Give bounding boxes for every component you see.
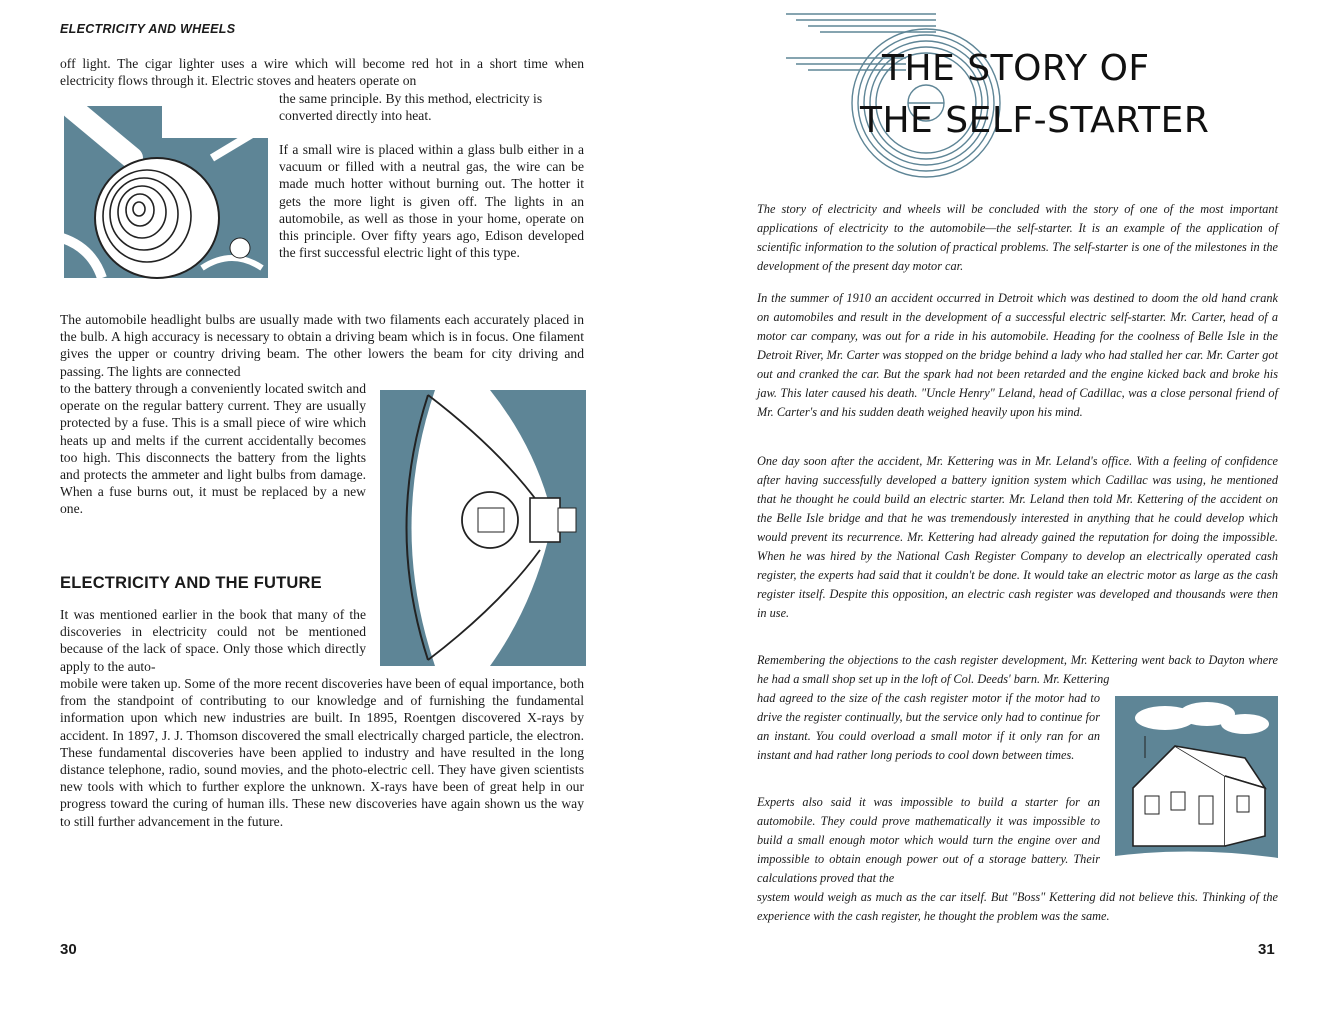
paragraph-headlight: The automobile headlight bulbs are usually made with two filaments each accurately placed in the bulb. A high accuracy is necessary to obtain a driving beam which is in focus. One filament gives the upper or country driving beam. The other lowers the beam for city driving and passing. The lights are connected	[60, 312, 584, 379]
paragraph-motor: had agreed to the size of the cash register motor if the motor had to drive the register continually, but the service only had to continue for an instant. You could overload a small motor if it only ran for an instant and had rather long periods to cool down between times.	[757, 691, 1100, 762]
running-head: ELECTRICITY AND WHEELS	[60, 22, 236, 36]
page-number: 30	[60, 941, 77, 958]
paragraph-dayton: Remembering the objections to the cash register development, Mr. Kettering went back to Dayton where he had a small shop set up in the loft of Col. Deeds' barn. Mr. Kettering	[757, 653, 1278, 686]
paragraph-kettering: One day soon after the accident, Mr. Kettering was in Mr. Leland's office. With a feeling of confidence after having successfully developed a battery ignition system which Cadillac was using, he mentioned that he thought he could build an electric starter. Mr. Leland then told Mr. Kettering of the accident on the Belle Isle bridge and that he was tremendously interested in anything that he could develop which would prevent its recurrence. Mr. Kettering had already gained the reputation for doing the impossible. When he was hired by the National Cash Register Company to develop an electrically operated cash register, the experts had said that it couldn't be done. It would take an electric motor as large as the cash register itself. Despite this opposition, an electric cash register was developed and thousands were then in use.	[757, 454, 1278, 620]
title-motif-illustration	[786, 8, 1026, 188]
barn-illustration	[1115, 696, 1278, 870]
paragraph-accident: In the summer of 1910 an accident occurred in Detroit which was destined to doom the old hand crank on automobiles and result in the development of a successful electric self-starter. Mr. Carter, head of a motor car company, was out for a ride in his automobile. Heading for the coolness of Belle Isle in the Detroit River, Mr. Carter was stopped on the bridge behind a lady who had stalled her car. Mr. Carter got out and cranked the car. But the spark had not been retarded and the engine kicked back and broke his jaw. This later caused his death. "Uncle Henry" Leland, head of Cadillac, was a close personal friend of Mr. Carter's and his sudden death weighed heavily upon his mind.	[757, 291, 1278, 419]
headlight-illustration	[380, 390, 586, 666]
title-line-1: THE STORY OF	[882, 48, 1150, 89]
cigar-lighter-illustration	[62, 98, 270, 290]
paragraph-light-bulb: If a small wire is placed within a glass bulb either in a vacuum or filled with a neutral gas, the wire can be made much hotter without burning out. The hotter it gets the more light is given off. The lights in an automobile, as well as those in your home, operate on this principle. Over fifty years ago, Edison developed the first successful electric light of this type.	[279, 142, 584, 261]
paragraph-heat-principle: the same principle. By this method, electricity is converted directly into heat.	[279, 91, 543, 124]
paragraph-future-start: It was mentioned earlier in the book that many of the discoveries in electricity could not be mentioned because of the lack of space. Only those which directly apply to the auto-	[60, 607, 366, 674]
paragraph-boss: system would weigh as much as the car itself. But "Boss" Kettering did not believe this. Thinking of the experience with the cash register, he thought the problem was the same.	[757, 890, 1278, 923]
intro-paragraph: The story of electricity and wheels will be concluded with the story of one of the most important applications of electricity to the automobile—the self-starter. It is an example of the application of scientific information to the solution of practical problems. The self-starter is one of the milestones in the development of the present day motor car.	[757, 202, 1278, 273]
title-line-2: THE SELF-STARTER	[860, 100, 1210, 141]
paragraph-experts: Experts also said it was impossible to build a starter for an automobile. They could prove mathematically it was impossible to build a small enough motor which would turn the engine over and impossible to obtain enough power out of a storage battery. Their calculations proved that the	[757, 795, 1100, 885]
paragraph-fuse: to the battery through a conveniently located switch and operate on the regular battery current. They are usually protected by a fuse. This is a small piece of wire which heats up and melts if the current accidentally becomes too high. This disconnects the battery from the lights and protects the ammeter and light bulbs from damage. When a fuse burns out, it must be replaced by a new one.	[60, 381, 366, 517]
paragraph-future: mobile were taken up. Some of the more recent discoveries have been of equal importance, both from the standpoint of contributing to our knowledge and of furnishing the fundamental information upon which new industries are built. In 1895, Roentgen discovered X-rays by accident. In 1897, J. J. Thomson discovered the small electrically charged particle, the electron. These fundamental discoveries have been applied to industry and have resulted in the long distance telephone, radio, sound movies, and the photo-electric cell. They have given scientists new tools with which to further explore the unknown. X-rays have been of great help in our progress toward the curing of human ills. These new discoveries have again shown us the way to still further advancement in the future.	[60, 676, 584, 829]
paragraph-cigar-lighter: off light. The cigar lighter uses a wire which will become red hot in a short time when electricity flows through it. Electric stoves and heaters operate on	[60, 56, 584, 89]
page-number: 31	[1258, 941, 1275, 958]
section-heading: ELECTRICITY AND THE FUTURE	[60, 574, 322, 592]
right-page	[666, 0, 1332, 1020]
